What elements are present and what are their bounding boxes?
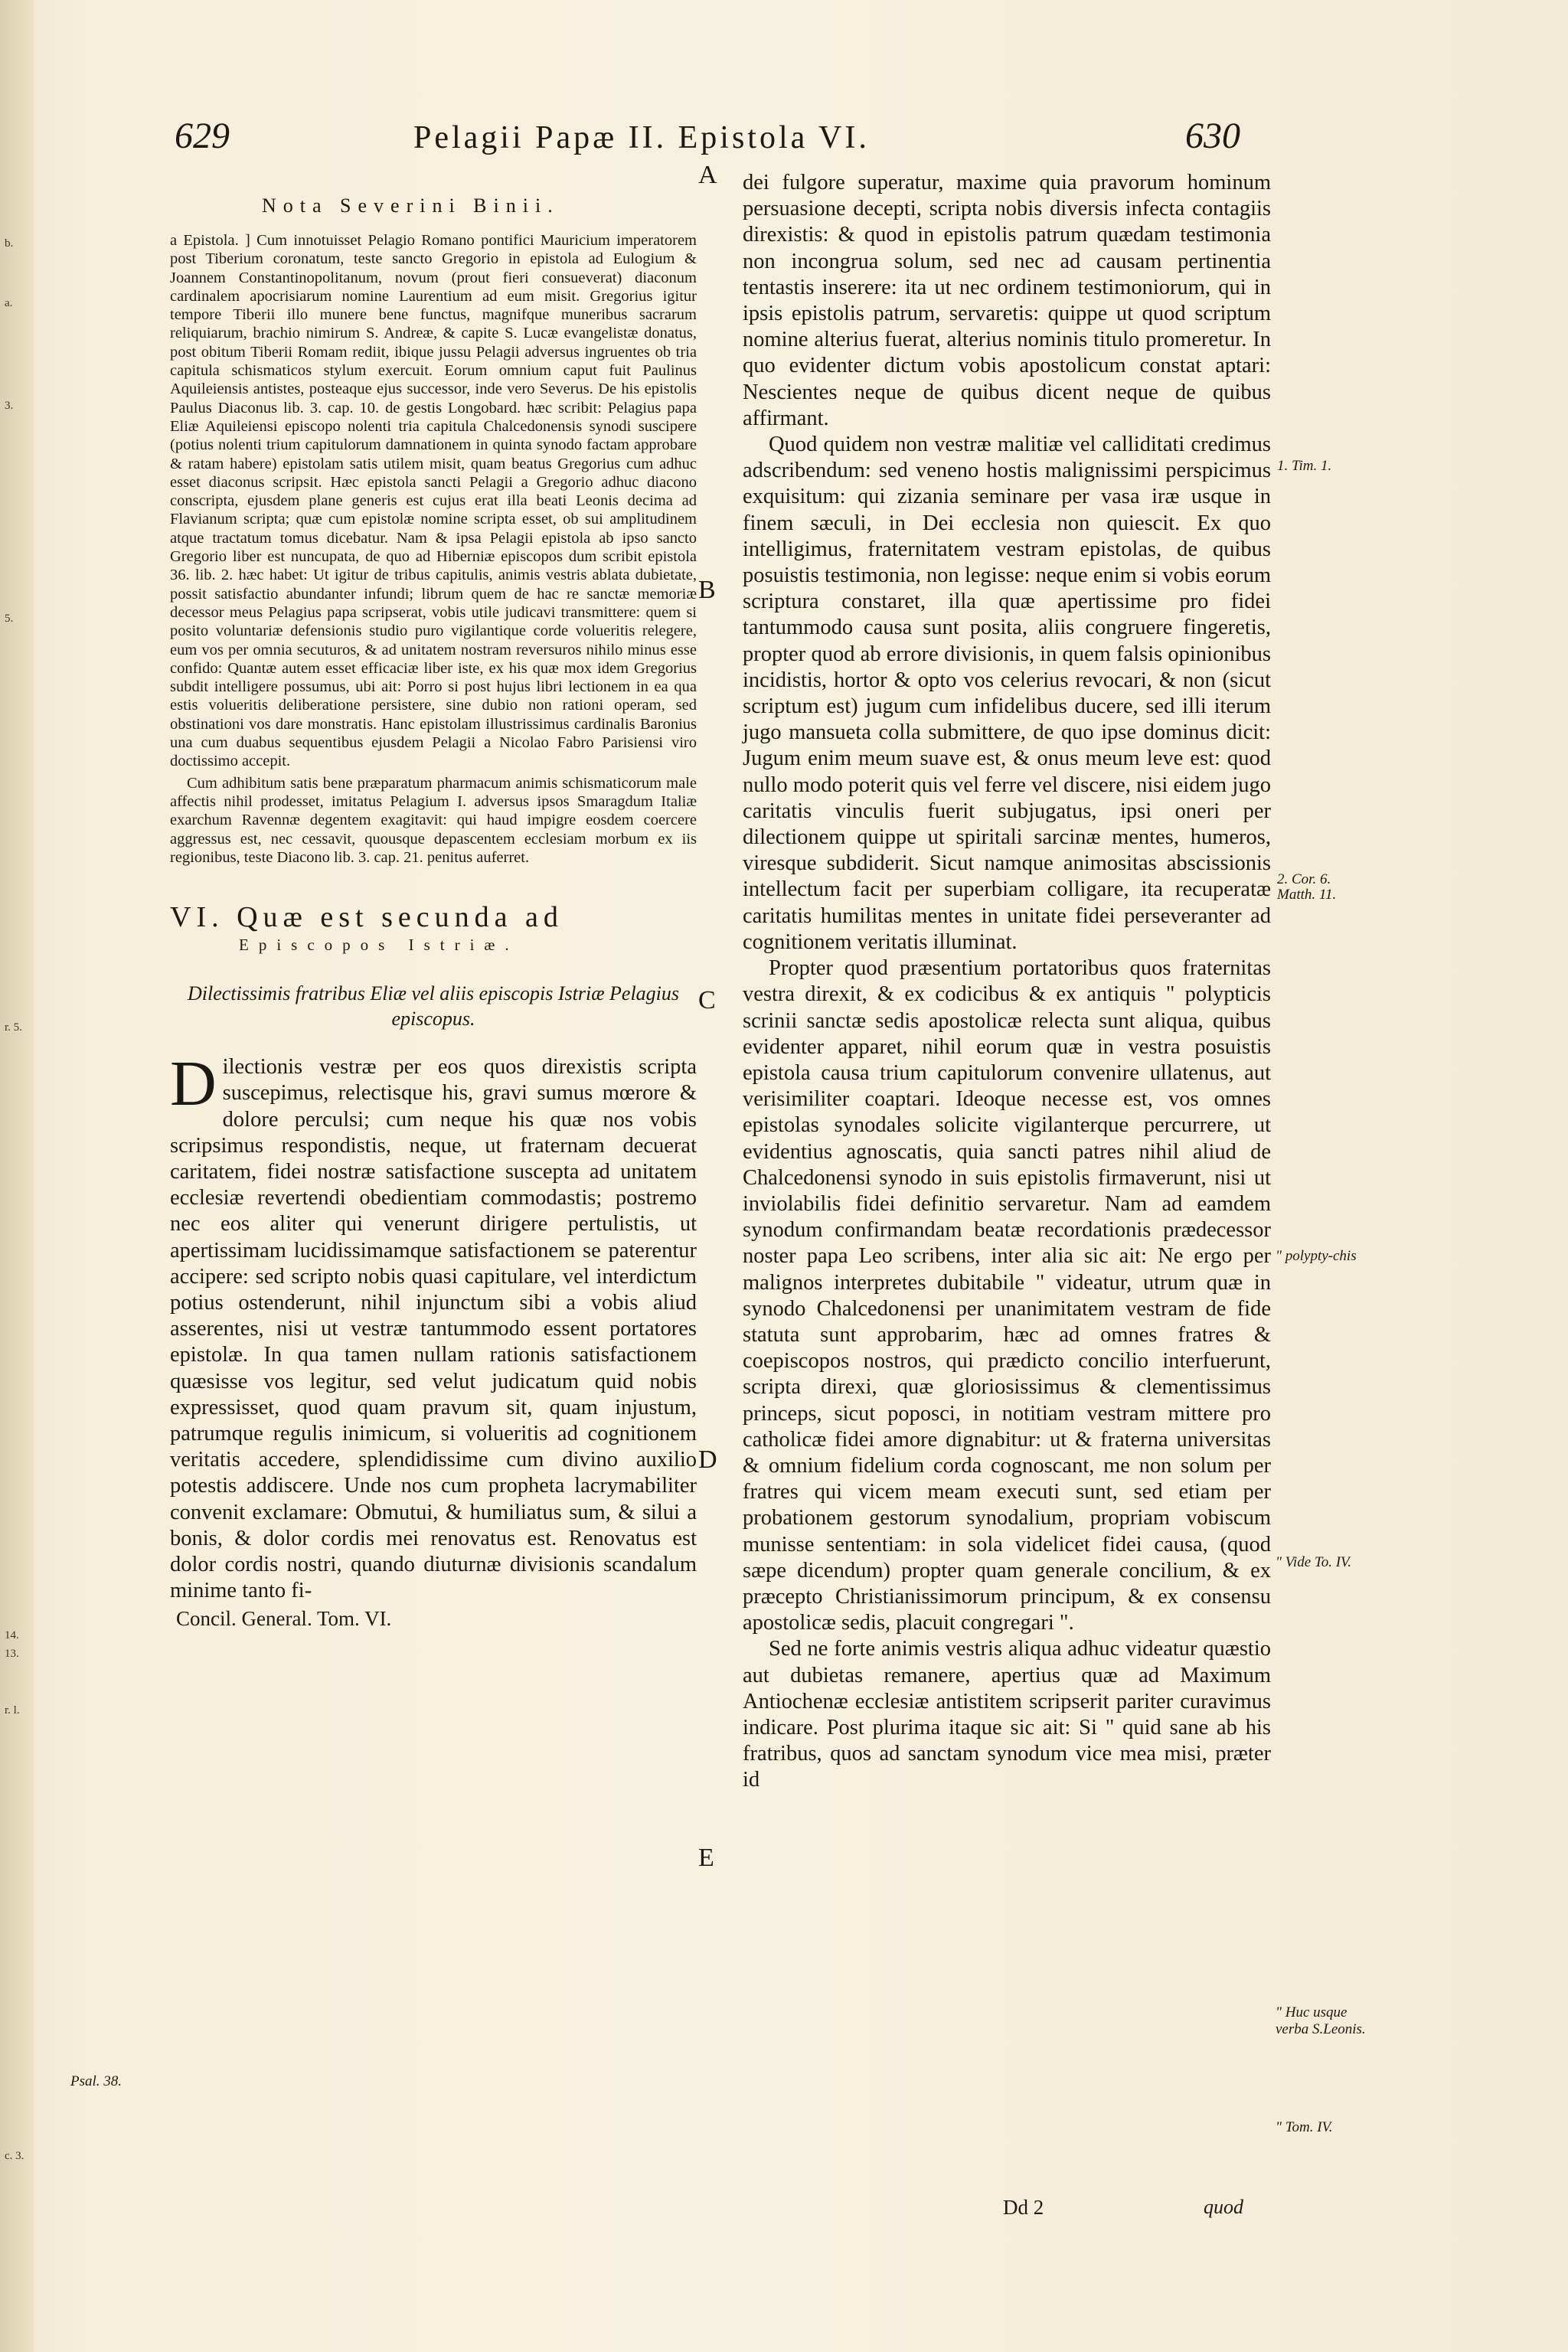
- epistle-paragraph: Propter quod præsentium portatoribus quos fraternitas vestra direxit, & ex codicibus & ex antiquis " polypticis scrinii sanctæ sedis apostolicæ relecta sunt aliqua, quibus evidenter apparet, nihil eorum quæ in vestra posuistis epistola causa trium capitulorum convenire ullatenus, aut verisimiliter coaptari. Ideoque necesse est, vos omnes epistolas synodales solicite vigilanterque percurrere, ut evidentius agnoscatis, quia sancti patres nihil aliud de Chalcedonensi synodo in suis epistolis firmaverunt, nisi ut inviolabilis fidei definitio servaretur. Nam ad eamdem synodum confirmandam beatæ recordationis prædecessor noster papa Leo scribens, inter alia sic ait: Ne ergo per malignos interpretes dubitabile " videatur, utrum quæ in synodo Chalcedonensi per unanimitatem vestram de fide statuta sunt approbarim, hæc ad omnes fratres & coepiscopos nostros, qui prædicto concilio interfuerunt, scripta direxi, quæ gloriosissimus & clementissimus princeps, sicut poposci, in notitiam vestram mittere pro catholicæ fidei amore dignabitur: ut & fraterna universitas & omnium fidelium corda cognoscant, me non solum per fratres qui vicem meam executi sunt, sed etiam per probationem gestorum synodalium, propriam vobiscum munisse sententiam: in sola videlicet fidei causa, (quod sæpe dicendum) propter quam generale concilium, & ex præcepto Christianissimorum principum, & ex consensu apostolicæ sedis, placuit congregari ".: [743, 956, 1271, 1635]
- margin-note: Psal. 38.: [70, 2073, 122, 2089]
- epistle-opening-paragraph: [170, 1048, 697, 1604]
- edge-mark: c. 3.: [5, 2150, 24, 2162]
- margin-note: 1. Tim. 1.: [1277, 458, 1332, 474]
- edge-mark: a.: [5, 297, 13, 309]
- edge-mark: b.: [5, 237, 14, 250]
- margin-note: " Vide To. IV.: [1276, 1554, 1351, 1570]
- margin-note: " polypty-chis: [1276, 1248, 1357, 1264]
- running-title: Pelagii Papæ II. Epistola VI.: [413, 120, 870, 155]
- right-column: [743, 170, 1271, 1794]
- page-number-left: 629: [175, 116, 230, 156]
- left-column: [170, 191, 697, 1631]
- epistle-title: VI. Quæ est secunda ad: [170, 901, 564, 934]
- margin-note: 2. Cor. 6.: [1277, 871, 1331, 887]
- epistle-salutation: Dilectissimis fratribus Eliæ vel aliis episcopis Istriæ Pelagius episcopus.: [187, 982, 680, 1031]
- epistle-text: ilectionis vestræ per eos quos direxistis scripta suscepimus, relectisque his, gravi sumus mœrore & dolore perculsi; cum neque his quæ nos vobis scripsimus respondistis, neque, ut fraternam decuerat caritatem, fidei nostræ satisfactione suscepta ad unitatem ecclesiæ revertendi obedientiam commodastis; postremo nec eos aliter qui venerunt dirigere pertulistis, ut apertissimam lucidissimamque satisfactionem se paterentur accipere: sed scripto nobis quasi capitulare, vel interdictum potius ostenderunt, nihil injunctum sibi a vobis aliud asserentes, nisi ut vestræ tantummodo essent portatores epistolæ. In qua tamen nullam rationis satisfactionem quæsisse vos legitur, sed velut judicatum quid nobis expressisset, quod quam pravum sit, quam injustum, patrumque regulis inimicum, si volueritis ad cognitionem veritatis accedere, splendidissime cum divino auxilio potestis addiscere. Unde nos cum propheta lacrymabiliter convenit exclamare: Obmutui, & humiliatus sum, & silui a bonis, & dolor cordis mei renovatus est. Renovatus est dolor cordis nostri, quando diuturnæ divisionis scandalum minime tanto fi-: [170, 1055, 697, 1603]
- section-letter-a: A: [698, 161, 717, 189]
- edge-mark: 5.: [5, 612, 14, 625]
- edge-mark: r. 5.: [5, 1021, 22, 1034]
- margin-note: Matth. 11.: [1277, 887, 1337, 903]
- page-header: [0, 115, 1568, 168]
- margin-note: " Tom. IV.: [1276, 2119, 1333, 2135]
- section-letter-b: B: [698, 576, 716, 604]
- section-letter-e: E: [698, 1844, 714, 1872]
- signature-mark: Dd 2: [1003, 2196, 1044, 2219]
- section-letter-d: D: [698, 1446, 717, 1474]
- epistle-paragraph: dei fulgore superatur, maxime quia pravorum hominum persuasione decepti, scripta nobis diversis infecta contagiis direxistis: & quod in epistolis patrum quædam testimonia non incongrua solum, sed nec ad causam pertinentia tentastis inserere: ita ut nec ordinem testimoniorum, qui in ipsis epistolis patrum, servaretis: quippe ut quod scriptum nomine alterius fuerat, alterius nominis titulo promeretur. In quo evidenter dictum vobis apostolicum constat aptari: Nescientes neque de quibus dicent neque de quibus affirmant.: [743, 171, 1271, 430]
- note-paragraph: a Epistola. ] Cum innotuisset Pelagio Romano pontifici Mauricium imperatorem post Tiberium coronatum, teste sancto Gregorio in epistola ad Eulogium & Joannem Constantinopolitanum, novum (prout fieri consueverat) diaconum cardinalem apocrisiarum nomine Laurentium ad eum misit. Gregorius igitur tempore Tiberii illo munere bene functus, magnifque muneribus sacrarum reliquiarum, brachio nimirum S. Andreæ, & capite S. Lucæ evangelistæ donatus, post obitum Tiberii Romam rediit, ibique jussu Pelagii adversus ingruentes ob tria capitula schismaticos stylum exercuit. Eorum omnium caput fuit Paulinus Aquileiensis antistes, posteaque ejus successor, inde vero Severus. De his epistolis Paulus Diaconus lib. 3. cap. 10. de gestis Longobard. hæc scribit: Pelagius papa Eliæ Aquileiensi episcopo nolenti tria capitula Chalcedonensis synodi suscipere (potius nolenti trium capitulorum damnationem in quinta synodo factam approbare & ratam habere) epistolam satis utilem misit, quam beatus Gregorius cum adhuc esset diaconus scripsit. Hæc epistola sancti Pelagii a Gregorio adhuc diacono conscripta, ejusdem plane generis est cujus erat illa beati Leonis decima ad Flavianum scripta; quæ cum epistolæ nomine scripta esset, ob sui amplitudinem atque tractatum tomus dicebatur. Nam & ipsa Pelagii epistola ab ipso sancto Gregorio liber est nuncupata, de quo ad Hiberniæ episcopos dum scribit epistola 36. lib. 2. hæc habet: Ut igitur de tribus capitulis, animis vestris ablata dubietate, possit satisfactio abundanter infundi; librum quem de hac re sanctæ memoriæ decessor meus Pelagius papa scripserat, vobis utile judicavi transmittere: quem si posito voluntariæ defensionis studio puro vigilantique corde volueritis relegere, eum vos per omnia secuturos, & ad unitatem nostram reversuros nihilo minus esse confido: Quantæ autem esset efficaciæ liber iste, ex his quæ mox idem Gregorius subdit intelligere possumus, ubi ait: Porro si post hujus libri lectionem in ea qua estis volueritis deliberatione persistere, sine dubio non rationi operam, sed obstinationi vos dare monstratis. Hanc epistolam illustrissimus cardinalis Baronius una cum duabus sequentibus ejusdem Pelagii a Nicolao Fabro Parisiensi viro doctissimo accepit.: [170, 232, 697, 770]
- drop-cap: D: [170, 1048, 217, 1120]
- note-title: Nota Severini Binii.: [262, 194, 560, 217]
- edge-mark: 13.: [5, 1648, 19, 1660]
- epistle-paragraph: Sed ne forte animis vestris aliqua adhuc videatur quæstio aut dubietas remanere, apertius quæ ad Maximum Antiochenæ ecclesiæ antistitem scripserit pariter curavimus indicare. Post plurima itaque sic ait: Si " quid sane ab his fratribus, quos ad sanctam synodum vice mea misi, præter id: [743, 1637, 1271, 1792]
- previous-page-edge: [0, 0, 34, 2352]
- edge-mark: 14.: [5, 1629, 19, 1642]
- page-number-right: 630: [1185, 116, 1240, 156]
- epistle-paragraph: Quod quidem non vestræ malitiæ vel calliditati credimus adscribendum: sed veneno hostis malignissimi perspicimus exquisitum: qui zizania seminare per vasa iræ usque in finem sæculi, in Dei ecclesia non quiescit. Ex quo intelligimus, fraternitatem vestram epistolas, de quibus posuistis testimonia, non legisse: neque enim si vobis eorum scriptura constaret, illa quæ apertissime pro fidei tantummodo causa sunt posita, aliis congruere fingeretis, propter quod ab errore divisionis, in quem falsis opinionibus incidistis, hortor & opto vos celerius revocari, & non (sicut scriptum est) jugum cum infidelibus ducere, sed illi iterum jugo mansueta colla submittere, de quo ipse dominus dicit: Jugum enim meum suave est, & onus meum leve est: quod nullo modo poterit quis vel ferre vel discere, nisi eidem jugo caritatis vinculis fuerit subjugatus, ipsi oneri per dilectionem quippe ut spiritali sarcinæ mentes, humeros, viresque subdiderit. Sicut namque animositas abscissionis intellectum facit per superbiam colligare, ita recuperatæ caritatis humilitas mentes in unitate fidei perseveranter ad cognitionem veritatis illuminat.: [743, 433, 1271, 954]
- catchword: quod: [1204, 2196, 1243, 2218]
- footer-signature-line: Concil. General. Tom. VI.: [176, 1607, 392, 1631]
- note-paragraph: Cum adhibitum satis bene præparatum pharmacum animis schismaticorum male affectis nihil prodesset, imitatus Pelagium I. adversus ipsos Smaragdum Italiæ exarchum Ravennæ degentem exagitavit: qui haud impigre eosdem coercere aggressus est, nec cessavit, quousque depascentem ecclesiam morbum ex iis regionibus, teste Diacono lib. 3. cap. 21. penitus auferret.: [170, 774, 697, 866]
- edge-mark: r. l.: [5, 1704, 20, 1717]
- edge-mark: 3.: [5, 400, 14, 412]
- section-letter-c: C: [698, 986, 716, 1014]
- margin-note: " Huc usque verba S.Leonis.: [1276, 2004, 1366, 2037]
- epistle-subtitle: Episcopos Istriæ.: [239, 936, 519, 955]
